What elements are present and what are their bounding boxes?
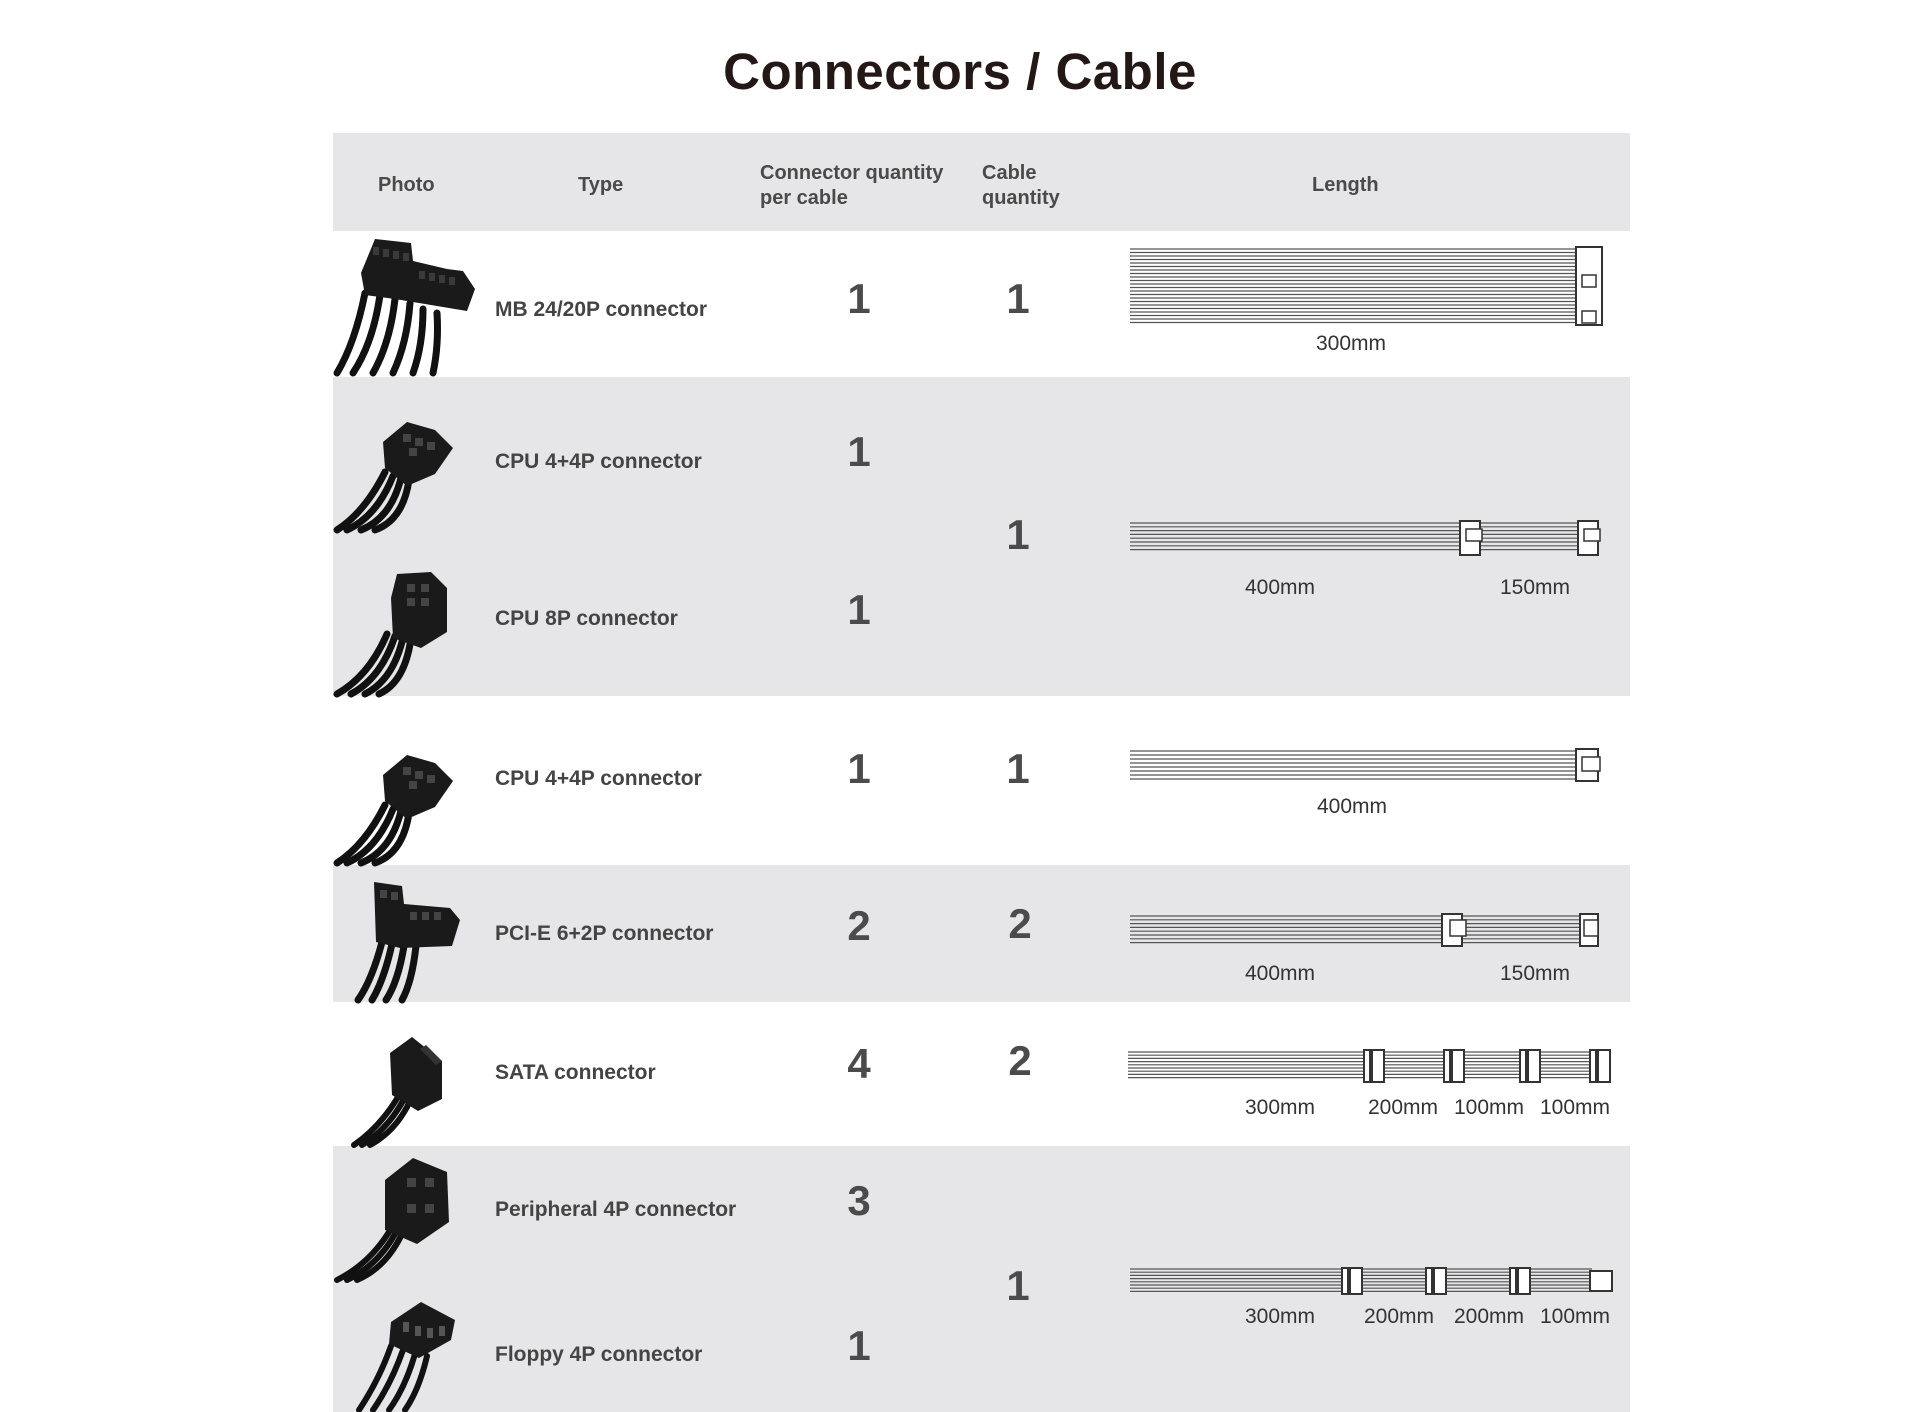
row-connector-qty-pcie: 2	[847, 902, 871, 949]
header-connector-qty	[760, 161, 943, 211]
cable-qty-sata: 2	[1008, 1037, 1032, 1084]
row-connector-qty-peripheral: 3	[847, 1177, 871, 1224]
row-connector-qty-cpu8: 1	[847, 586, 871, 633]
length-label-sata-1: 300mm	[1244, 1096, 1316, 1119]
length-label-peripheral-4: 100mm	[1539, 1305, 1611, 1328]
header-type: Type	[578, 174, 624, 196]
row-type-cpu8: CPU 8P connector	[495, 607, 678, 630]
cable-qty-cpu-combo: 1	[1006, 511, 1030, 558]
row-type-floppy: Floppy 4P connector	[495, 1343, 703, 1366]
cable-qty-peripheral-floppy: 1	[1006, 1262, 1030, 1309]
length-label-peripheral-3: 200mm	[1453, 1305, 1525, 1328]
6plus2pin-connector-icon	[352, 880, 462, 1002]
length-label-cpu-combo-2: 150mm	[1499, 576, 1571, 599]
cable-qty-pcie: 2	[1008, 900, 1032, 947]
row-type-peripheral: Peripheral 4P connector	[495, 1198, 737, 1221]
cable-diagram-sata	[1128, 1046, 1618, 1086]
floppy-connector-icon	[355, 1300, 465, 1412]
header-length: Length	[1312, 174, 1379, 196]
length-label-cpu-combo-1: 400mm	[1244, 576, 1316, 599]
length-label-pcie-1: 400mm	[1244, 962, 1316, 985]
header-photo: Photo	[378, 174, 435, 196]
24pin-connector-icon	[335, 233, 485, 375]
cable-diagram-mb24	[1130, 245, 1615, 330]
header-cable-qty-line2: quantity	[982, 187, 1060, 209]
sata-connector-icon	[350, 1035, 460, 1147]
row-type-cpu44-b: CPU 4+4P connector	[495, 767, 702, 790]
header-connector-qty-line1: Connector quantity	[760, 162, 944, 184]
length-label-peripheral-2: 200mm	[1363, 1305, 1435, 1328]
row-type-sata: SATA connector	[495, 1061, 656, 1084]
length-label-cpu44-b-1: 400mm	[1316, 795, 1388, 818]
length-label-peripheral-1: 300mm	[1244, 1305, 1316, 1328]
length-label-sata-2: 200mm	[1367, 1096, 1439, 1119]
row-type-mb24: MB 24/20P connector	[495, 298, 708, 321]
cable-diagram-cpu-combo	[1130, 515, 1615, 560]
8pin-connector-icon	[335, 568, 455, 696]
row-connector-qty-cpu44-b: 1	[847, 745, 871, 792]
molex-connector-icon	[335, 1152, 455, 1282]
length-label-mb24-1: 300mm	[1315, 332, 1387, 355]
header-connector-qty-line2: per cable	[760, 187, 848, 209]
header-cable-qty-line1: Cable	[982, 162, 1037, 184]
page-title: Connectors / Cable	[723, 43, 1197, 100]
row-connector-qty-cpu44: 1	[847, 428, 871, 475]
row-connector-qty-sata: 4	[847, 1040, 871, 1087]
length-label-pcie-2: 150mm	[1499, 962, 1571, 985]
cable-diagram-cpu44-b	[1130, 745, 1615, 785]
header-cable-qty	[982, 161, 1060, 211]
length-label-sata-3: 100mm	[1453, 1096, 1525, 1119]
row-connector-qty-floppy: 1	[847, 1322, 871, 1369]
cable-diagram-peripheral-floppy	[1130, 1265, 1615, 1297]
4plus4pin-connector-icon	[335, 412, 455, 532]
cable-diagram-pcie	[1130, 910, 1615, 950]
row-connector-qty-mb24: 1	[847, 275, 871, 322]
length-label-sata-4: 100mm	[1539, 1096, 1611, 1119]
row-type-cpu44: CPU 4+4P connector	[495, 450, 702, 473]
4plus4pin-connector-icon	[335, 745, 455, 865]
cable-qty-mb24: 1	[1006, 275, 1030, 322]
row-type-pcie: PCI-E 6+2P connector	[495, 922, 714, 945]
cable-qty-cpu44-b: 1	[1006, 745, 1030, 792]
